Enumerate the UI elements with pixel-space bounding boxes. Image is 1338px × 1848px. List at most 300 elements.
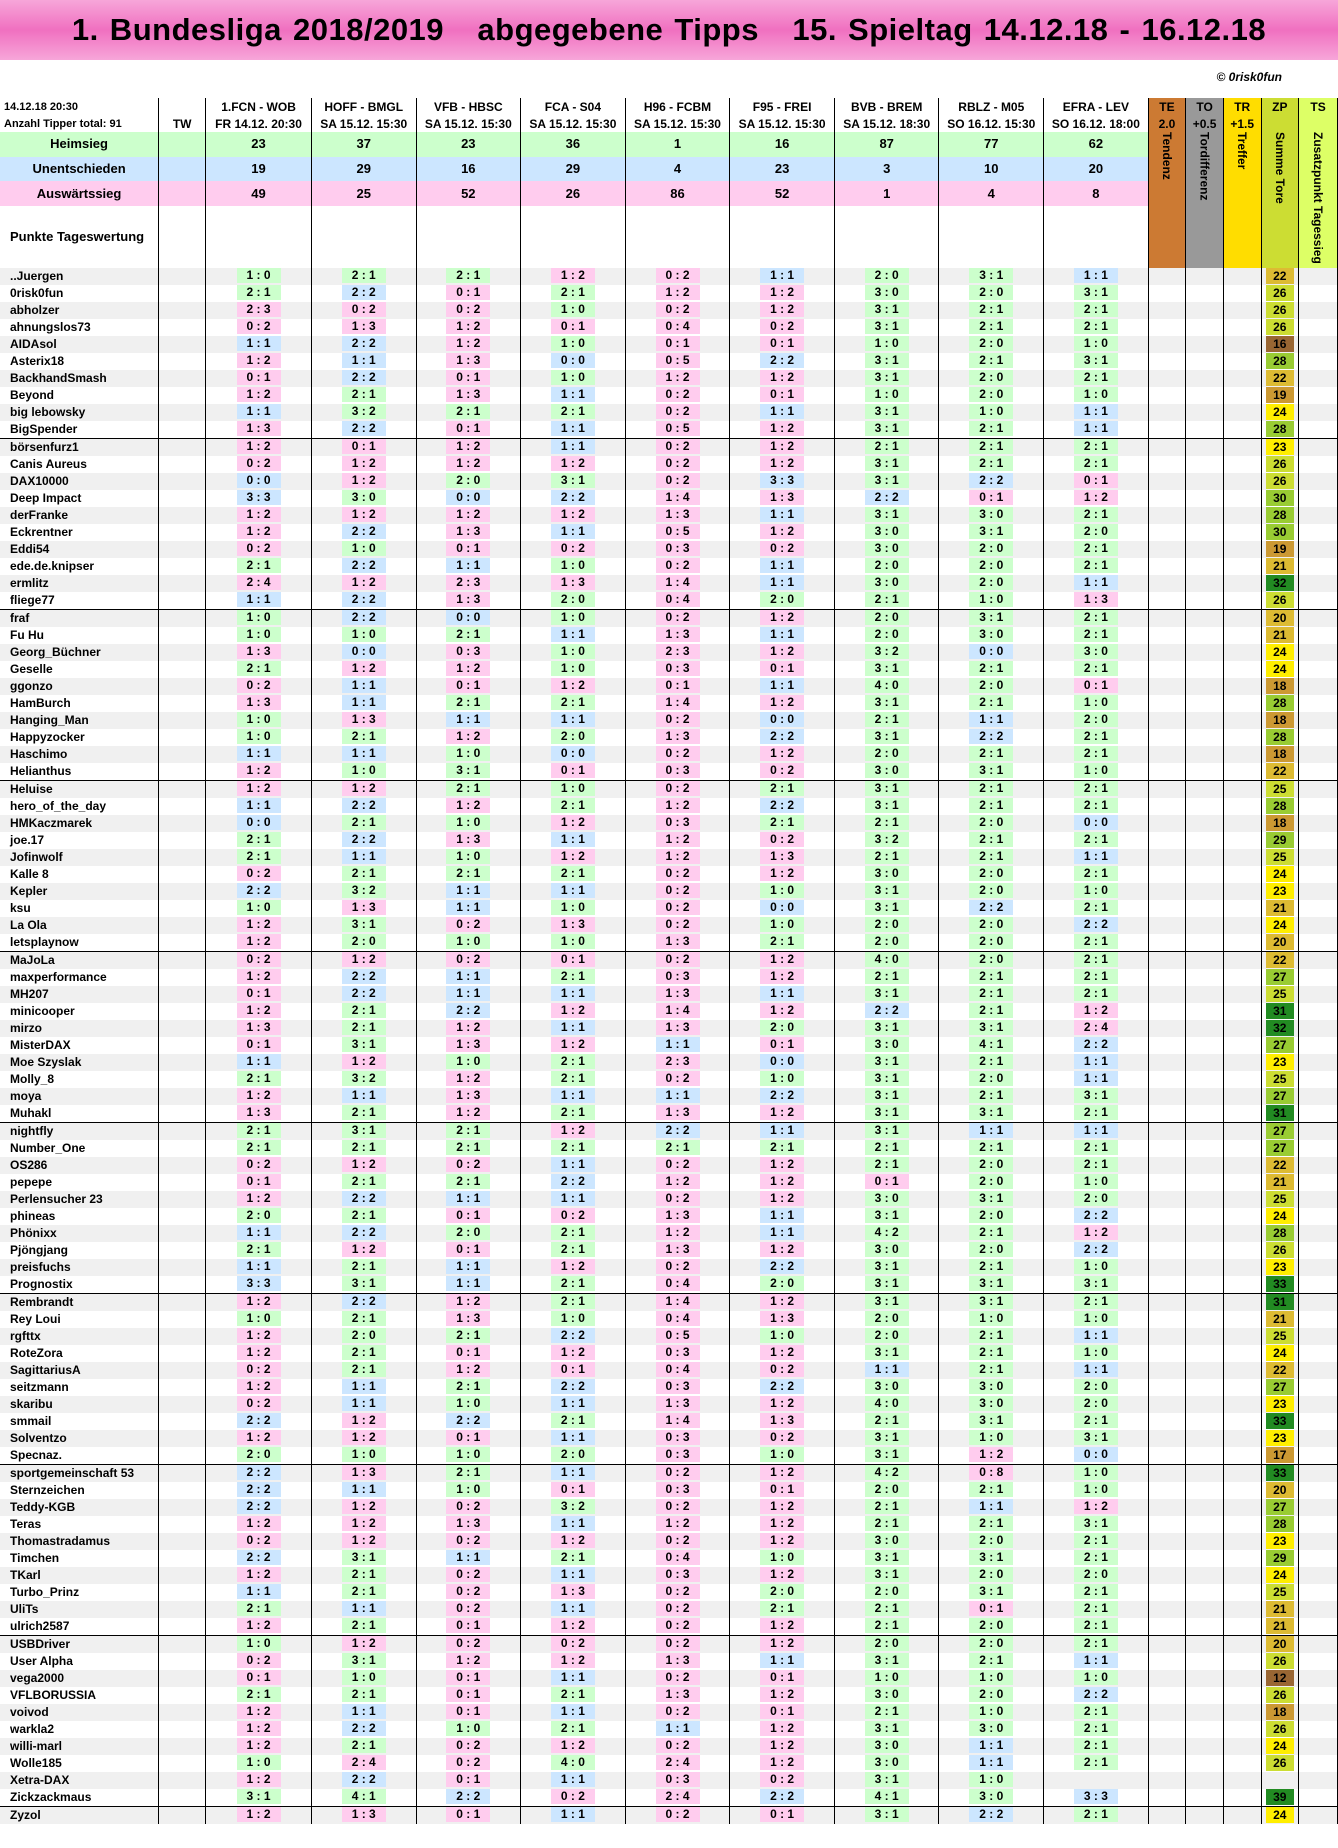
tip-value: 0 : 2	[656, 558, 700, 573]
tip-value: 0 : 2	[656, 268, 700, 283]
player-tip	[730, 1499, 835, 1516]
player-tip	[834, 575, 939, 592]
tip-value: 1 : 2	[237, 1379, 281, 1394]
player-tip	[939, 815, 1044, 832]
player-tip	[834, 969, 939, 986]
player-row	[0, 934, 1338, 952]
tip-value: 1 : 0	[1074, 336, 1118, 351]
player-tip	[206, 1242, 312, 1259]
player-tip	[939, 1157, 1044, 1174]
player-ts	[1299, 1755, 1338, 1772]
tip-value: 1 : 1	[1074, 421, 1118, 436]
player-tip	[1044, 746, 1149, 763]
tip-value: 1 : 1	[865, 1362, 909, 1377]
zp-value: 28	[1266, 798, 1294, 814]
tip-value: 2 : 1	[969, 456, 1013, 471]
tip-value: 0 : 2	[237, 1533, 281, 1548]
player-tip	[311, 1430, 416, 1447]
tip-value: 0 : 1	[237, 986, 281, 1001]
tip-value: 0 : 3	[656, 1430, 700, 1445]
player-tip	[834, 1653, 939, 1670]
player-name: Beyond	[0, 387, 159, 404]
player-tip	[1044, 678, 1149, 695]
title-subject: abgegebene Tipps	[477, 12, 759, 47]
tip-value: 1 : 2	[237, 1345, 281, 1360]
player-tip	[206, 1396, 312, 1413]
punkte-0	[206, 206, 312, 268]
tip-value: 2 : 2	[342, 336, 386, 351]
player-tip	[521, 1430, 626, 1447]
player-tip	[311, 1259, 416, 1276]
player-to	[1186, 285, 1224, 302]
player-name: Phönixx	[0, 1225, 159, 1242]
tip-value: 2 : 1	[969, 421, 1013, 436]
player-tip	[625, 917, 730, 934]
tip-value: 1 : 1	[551, 1396, 595, 1411]
side-ts-label	[1299, 132, 1338, 268]
zp-value: 27	[1266, 1140, 1294, 1156]
player-tip	[206, 319, 312, 336]
player-to	[1186, 1020, 1224, 1037]
tip-value: 3 : 2	[342, 883, 386, 898]
player-tip	[834, 883, 939, 900]
stats-unentschieden-4: 4	[625, 157, 730, 182]
tip-value: 1 : 1	[342, 1088, 386, 1103]
tip-value: 2 : 2	[969, 729, 1013, 744]
player-tip	[625, 421, 730, 439]
player-tw	[159, 763, 206, 781]
player-tw	[159, 695, 206, 712]
player-to	[1186, 1516, 1224, 1533]
header-tw-blank	[159, 98, 206, 115]
tip-value: 2 : 1	[551, 1225, 595, 1240]
player-tip	[416, 1601, 521, 1618]
player-row	[0, 1191, 1338, 1208]
player-te	[1148, 1653, 1186, 1670]
tip-value: 3 : 1	[865, 1123, 909, 1138]
player-zp	[1261, 815, 1299, 832]
player-tip	[521, 302, 626, 319]
player-tw	[159, 866, 206, 883]
player-tip	[834, 1379, 939, 1396]
player-tip	[311, 1447, 416, 1465]
player-tw	[159, 1276, 206, 1294]
tip-value: 2 : 1	[969, 1088, 1013, 1103]
player-name: Happyzocker	[0, 729, 159, 746]
tip-value: 2 : 1	[237, 1601, 281, 1616]
player-name: USBDriver	[0, 1635, 159, 1653]
tip-value: 1 : 1	[760, 268, 804, 283]
player-tip	[416, 1157, 521, 1174]
player-tw	[159, 934, 206, 952]
tip-value: 1 : 2	[237, 387, 281, 402]
player-tip	[1044, 1464, 1149, 1482]
tip-value: 1 : 2	[760, 644, 804, 659]
tip-value: 0 : 1	[446, 1704, 490, 1719]
tip-value: 0 : 3	[656, 969, 700, 984]
tip-value: 0 : 1	[237, 1037, 281, 1052]
tip-value: 1 : 1	[551, 1191, 595, 1206]
tip-value: 2 : 2	[237, 1413, 281, 1428]
tip-value: 2 : 1	[1074, 558, 1118, 573]
player-tip	[834, 1276, 939, 1294]
player-tip	[311, 900, 416, 917]
tip-value: 1 : 2	[551, 1123, 595, 1138]
tip-value: 1 : 1	[342, 849, 386, 864]
tip-value: 2 : 1	[551, 1242, 595, 1257]
tip-value: 1 : 3	[656, 1653, 700, 1668]
player-row	[0, 319, 1338, 336]
player-tip	[311, 1276, 416, 1294]
player-tr	[1223, 1482, 1261, 1499]
tip-value: 3 : 3	[237, 1276, 281, 1291]
player-tip	[625, 336, 730, 353]
zp-value: 22	[1266, 370, 1294, 386]
tip-value: 2 : 2	[1074, 1242, 1118, 1257]
player-tip	[416, 1738, 521, 1755]
tip-value: 3 : 1	[865, 1294, 909, 1309]
player-tip	[730, 1071, 835, 1088]
tip-value: 1 : 0	[237, 268, 281, 283]
player-row	[0, 1020, 1338, 1037]
player-te	[1148, 661, 1186, 678]
tip-value: 0 : 1	[760, 1807, 804, 1822]
side-tr-header: TR	[1223, 98, 1261, 115]
tip-value: 1 : 3	[446, 524, 490, 539]
player-tip	[1044, 336, 1149, 353]
tip-value: 2 : 1	[237, 1242, 281, 1257]
player-te	[1148, 1225, 1186, 1242]
player-row	[0, 1635, 1338, 1653]
tip-value: 2 : 1	[1074, 1550, 1118, 1565]
player-tip	[730, 1772, 835, 1789]
player-to	[1186, 1550, 1224, 1567]
player-te	[1148, 1550, 1186, 1567]
tip-value: 3 : 1	[865, 1054, 909, 1069]
player-te	[1148, 1738, 1186, 1755]
tip-value: 1 : 2	[237, 917, 281, 932]
zp-value: 25	[1266, 1584, 1294, 1600]
player-to	[1186, 729, 1224, 746]
tip-value: 1 : 1	[551, 1807, 595, 1822]
player-tip	[311, 1311, 416, 1328]
player-tip	[416, 1550, 521, 1567]
tip-value: 1 : 1	[1074, 849, 1118, 864]
match-name-3: FCA - S04	[521, 98, 626, 115]
player-tip	[730, 1362, 835, 1379]
player-tip	[521, 558, 626, 575]
player-tip	[311, 387, 416, 404]
tip-value: 1 : 0	[865, 336, 909, 351]
player-name: fraf	[0, 609, 159, 627]
player-to	[1186, 336, 1224, 353]
player-ts	[1299, 1345, 1338, 1362]
match-time-8: SO 16.12. 18:00	[1044, 115, 1149, 132]
tip-value: 2 : 0	[969, 370, 1013, 385]
zp-value: 25	[1266, 1191, 1294, 1207]
player-zp	[1261, 1413, 1299, 1430]
player-tip	[416, 524, 521, 541]
tip-value: 1 : 1	[551, 1157, 595, 1172]
player-tip	[521, 627, 626, 644]
player-te	[1148, 1567, 1186, 1584]
player-name: Sternzeichen	[0, 1482, 159, 1499]
tip-value: 1 : 2	[551, 1738, 595, 1753]
player-tip	[521, 1413, 626, 1430]
zp-value: 26	[1266, 592, 1294, 608]
player-tip	[311, 1806, 416, 1824]
tip-value: 1 : 0	[551, 610, 595, 625]
player-to	[1186, 1704, 1224, 1721]
player-zp	[1261, 1037, 1299, 1054]
tip-value: 2 : 1	[760, 1601, 804, 1616]
tip-value: 3 : 1	[865, 1259, 909, 1274]
player-tip	[206, 661, 312, 678]
tip-value: 2 : 0	[969, 1157, 1013, 1172]
player-tip	[939, 1584, 1044, 1601]
player-to	[1186, 627, 1224, 644]
player-tip	[521, 541, 626, 558]
player-tr	[1223, 302, 1261, 319]
player-tip	[206, 1567, 312, 1584]
player-ts	[1299, 1635, 1338, 1653]
player-tip	[416, 1191, 521, 1208]
player-tip	[206, 1054, 312, 1071]
player-tip	[834, 627, 939, 644]
player-to	[1186, 507, 1224, 524]
player-tip	[521, 1157, 626, 1174]
stats-row-unentschieden	[0, 157, 1338, 182]
player-to	[1186, 1003, 1224, 1020]
player-tip	[834, 849, 939, 866]
player-tip	[521, 1208, 626, 1225]
player-zp	[1261, 1584, 1299, 1601]
player-tr	[1223, 370, 1261, 387]
tip-value: 2 : 1	[969, 969, 1013, 984]
tip-value: 2 : 1	[342, 1140, 386, 1155]
player-tip	[206, 1345, 312, 1362]
tip-value: 1 : 1	[237, 404, 281, 419]
player-tip	[311, 969, 416, 986]
stats-auswaertssieg-3: 26	[521, 181, 626, 206]
zp-value: 21	[1266, 1601, 1294, 1617]
player-te	[1148, 969, 1186, 986]
player-tip	[834, 558, 939, 575]
match-name-1: HOFF - BMGL	[311, 98, 416, 115]
player-tip	[834, 1122, 939, 1140]
tip-value: 1 : 2	[342, 781, 386, 796]
player-name: SagittariusA	[0, 1362, 159, 1379]
title-league: 1. Bundesliga 2018/2019	[71, 12, 445, 47]
player-tr	[1223, 353, 1261, 370]
tip-value: 0 : 2	[656, 746, 700, 761]
player-tip	[939, 1242, 1044, 1259]
player-to	[1186, 780, 1224, 798]
tip-value: 1 : 3	[656, 507, 700, 522]
player-tip	[206, 1670, 312, 1687]
player-tr	[1223, 1738, 1261, 1755]
player-zp	[1261, 421, 1299, 439]
player-to	[1186, 1105, 1224, 1123]
player-tip	[730, 1122, 835, 1140]
player-tip	[416, 746, 521, 763]
player-tw	[159, 849, 206, 866]
tip-value: 0 : 2	[656, 1157, 700, 1172]
tip-value: 0 : 1	[760, 661, 804, 676]
side-te-label-text: Tendenz	[1159, 132, 1174, 180]
tip-value: 3 : 1	[342, 1550, 386, 1565]
player-tr	[1223, 712, 1261, 729]
tip-value: 2 : 2	[237, 883, 281, 898]
player-tip	[939, 1396, 1044, 1413]
tip-value: 3 : 1	[969, 1105, 1013, 1120]
side-to-header: TO	[1186, 98, 1224, 115]
tip-value: 2 : 1	[1074, 1618, 1118, 1633]
player-tip	[416, 1242, 521, 1259]
player-tip	[206, 986, 312, 1003]
player-tw	[159, 1157, 206, 1174]
player-tw	[159, 1704, 206, 1721]
player-tip	[521, 1054, 626, 1071]
player-tip	[939, 1533, 1044, 1550]
player-row	[0, 490, 1338, 507]
player-tip	[939, 917, 1044, 934]
tip-value: 0 : 0	[760, 712, 804, 727]
player-to	[1186, 1071, 1224, 1088]
player-tip	[416, 1789, 521, 1807]
player-tip	[311, 1499, 416, 1516]
player-ts	[1299, 627, 1338, 644]
zp-value: 33	[1266, 1276, 1294, 1292]
tip-value: 3 : 1	[969, 610, 1013, 625]
player-tip	[1044, 627, 1149, 644]
player-tip	[206, 1721, 312, 1738]
player-ts	[1299, 1721, 1338, 1738]
tip-value: 0 : 0	[1074, 815, 1118, 830]
player-row	[0, 1567, 1338, 1584]
player-tip	[521, 1071, 626, 1088]
tip-value: 0 : 3	[656, 1447, 700, 1462]
player-tw	[159, 507, 206, 524]
zp-value: 28	[1266, 1225, 1294, 1241]
player-tr	[1223, 1772, 1261, 1789]
tip-value: 3 : 1	[551, 473, 595, 488]
tip-value: 1 : 2	[760, 1533, 804, 1548]
player-tip	[416, 1037, 521, 1054]
tip-value: 0 : 1	[656, 336, 700, 351]
player-tip	[834, 951, 939, 969]
player-tip	[416, 661, 521, 678]
tip-value: 2 : 1	[1074, 746, 1118, 761]
player-tr	[1223, 627, 1261, 644]
tip-value: 3 : 0	[865, 1242, 909, 1257]
player-tip	[730, 1174, 835, 1191]
tip-value: 2 : 2	[760, 798, 804, 813]
player-tr	[1223, 1584, 1261, 1601]
tip-value: 3 : 1	[865, 1020, 909, 1035]
player-tw	[159, 524, 206, 541]
player-te	[1148, 1259, 1186, 1276]
player-tip	[206, 849, 312, 866]
player-tw	[159, 729, 206, 746]
tip-value: 1 : 3	[760, 1413, 804, 1428]
player-ts	[1299, 1413, 1338, 1430]
tip-value: 1 : 3	[446, 1516, 490, 1531]
tip-value: 1 : 2	[342, 1413, 386, 1428]
tip-value: 3 : 0	[969, 507, 1013, 522]
player-name: Rey Loui	[0, 1311, 159, 1328]
player-zp	[1261, 951, 1299, 969]
tip-value: 1 : 3	[237, 1105, 281, 1120]
player-zp	[1261, 1755, 1299, 1772]
player-tip	[625, 678, 730, 695]
player-tip	[834, 712, 939, 729]
player-name: seitzmann	[0, 1379, 159, 1396]
tip-value: 2 : 1	[1074, 1807, 1118, 1822]
player-tip	[1044, 1413, 1149, 1430]
zp-value: 26	[1266, 456, 1294, 472]
player-tr	[1223, 558, 1261, 575]
player-row	[0, 746, 1338, 763]
player-tr	[1223, 404, 1261, 421]
player-tip	[311, 353, 416, 370]
tip-value: 0 : 0	[446, 490, 490, 505]
player-row	[0, 524, 1338, 541]
tip-value: 2 : 1	[237, 1123, 281, 1138]
zp-value: 20	[1266, 1482, 1294, 1498]
stats-heimsieg-6: 87	[834, 132, 939, 157]
player-tip	[1044, 661, 1149, 678]
player-tip	[521, 866, 626, 883]
player-tip	[730, 1293, 835, 1311]
player-tip	[1044, 421, 1149, 439]
punkte-label: Punkte Tageswertung	[0, 206, 159, 268]
player-to	[1186, 1755, 1224, 1772]
tip-value: 1 : 1	[342, 678, 386, 693]
player-ts	[1299, 1208, 1338, 1225]
player-zp	[1261, 1772, 1299, 1789]
player-tip	[834, 1054, 939, 1071]
zp-value: 24	[1266, 644, 1294, 660]
player-tip	[625, 883, 730, 900]
player-tip	[416, 712, 521, 729]
player-tip	[521, 729, 626, 746]
player-tip	[625, 1191, 730, 1208]
player-tip	[416, 456, 521, 473]
player-tip	[834, 370, 939, 387]
player-tip	[939, 1430, 1044, 1447]
player-tip	[206, 1311, 312, 1328]
player-tip	[416, 644, 521, 661]
stats-tw-unentschieden	[159, 157, 206, 182]
player-zp	[1261, 336, 1299, 353]
match-time-4: SA 15.12. 15:30	[625, 115, 730, 132]
player-ts	[1299, 1447, 1338, 1465]
player-tip	[521, 849, 626, 866]
tip-value: 0 : 8	[969, 1465, 1013, 1480]
player-te	[1148, 1191, 1186, 1208]
tip-value: 2 : 0	[969, 1618, 1013, 1633]
player-tip	[939, 661, 1044, 678]
player-row	[0, 1157, 1338, 1174]
player-to	[1186, 1772, 1224, 1789]
player-zp	[1261, 319, 1299, 336]
tip-value: 3 : 1	[865, 1430, 909, 1445]
player-tip	[416, 798, 521, 815]
player-tip	[1044, 849, 1149, 866]
player-row	[0, 541, 1338, 558]
player-name: ksu	[0, 900, 159, 917]
